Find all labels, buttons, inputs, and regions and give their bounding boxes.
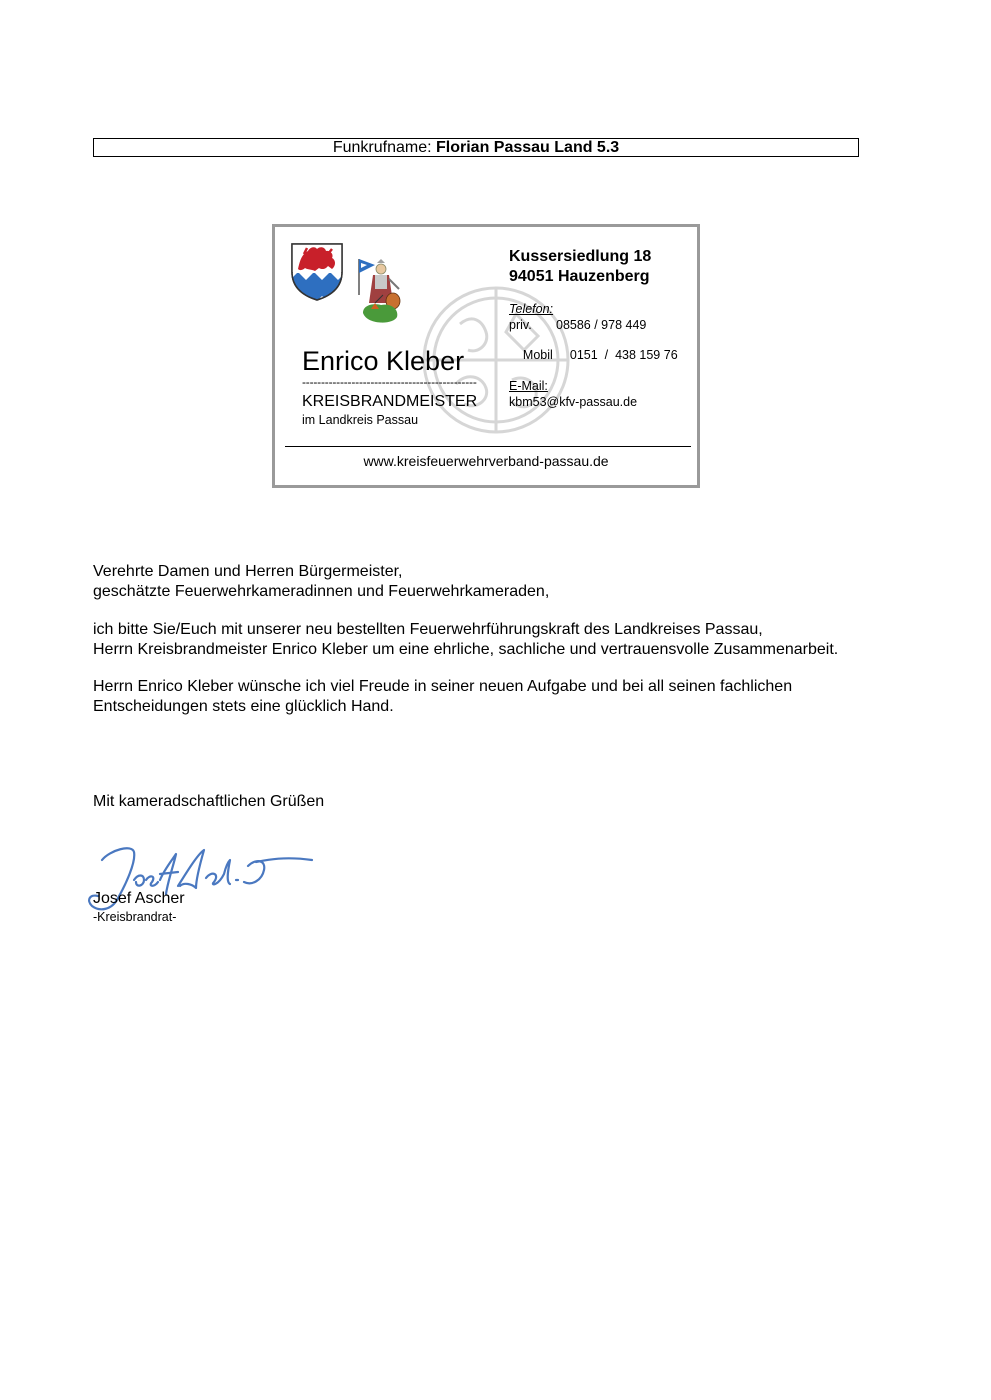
card-district: im Landkreis Passau (302, 413, 419, 427)
letter-paragraph-1 (93, 620, 838, 659)
card-rank: KREISBRANDMEISTER (302, 393, 478, 410)
card-address-line2: 94051 Hauzenberg (509, 268, 650, 285)
letter-salutation (93, 562, 549, 601)
paragraph-2-line-2: Entscheidungen stets eine glücklich Hand. (93, 697, 394, 715)
callsign-box (93, 138, 859, 157)
card-name-divider: ---------------------------------------------- (302, 375, 477, 389)
card-person-name: Enrico Kleber (302, 346, 465, 376)
card-address (509, 247, 651, 287)
salutation-line-2: geschätzte Feuerwehrkameradinnen und Feuerwehrkameraden, (93, 582, 550, 600)
paragraph-1-line-2: Herrn Kreisbrandmeister Enrico Kleber um eine ehrliche, sachliche und vertrauensvolle Zusammenarbeit. (93, 640, 839, 658)
saint-florian-icon (353, 255, 403, 331)
card-address-line1: Kussersiedlung 18 (509, 248, 652, 265)
business-card (272, 224, 700, 488)
card-divider-line (285, 446, 691, 447)
letter-paragraph-2 (93, 677, 792, 716)
card-phone-priv-value: 08586 / 978 449 (556, 318, 647, 332)
card-phone-priv (509, 318, 646, 333)
signer-title: -Kreisbrandrat- (93, 910, 177, 924)
card-phone-mobil-label: Mobil (522, 348, 553, 362)
card-phone-mobil-value: 0151 / 438 159 76 (569, 348, 678, 362)
card-website: www.kreisfeuerwehrverband-passau.de (363, 453, 609, 469)
callsign-label: Funkrufname: (332, 139, 432, 156)
salutation-line-1: Verehrte Damen und Herren Bürgermeister, (93, 563, 403, 580)
card-phone-mobil (509, 333, 678, 378)
card-email-value: kbm53@kfv-passau.de (509, 395, 638, 409)
handwritten-signature (80, 840, 320, 920)
card-phone-priv-label: priv. (509, 318, 532, 332)
paragraph-1-line-1: ich bitte Sie/Euch mit unserer neu bestellten Feuerwehrführungskraft des Landkreises Passau, (93, 621, 763, 638)
letter-closing: Mit kameradschaftlichen Grüßen (93, 793, 325, 810)
paragraph-2-line-1: Herrn Enrico Kleber wünsche ich viel Freude in seiner neuen Aufgabe und bei all seinen fachlichen (93, 678, 793, 695)
callsign-value: Florian Passau Land 5.3 (436, 139, 620, 156)
card-phone-heading: Telefon: (509, 302, 554, 316)
signer-name: Josef Ascher (93, 890, 185, 907)
card-email-heading: E-Mail: (509, 379, 548, 393)
coat-of-arms-icon (290, 242, 344, 302)
